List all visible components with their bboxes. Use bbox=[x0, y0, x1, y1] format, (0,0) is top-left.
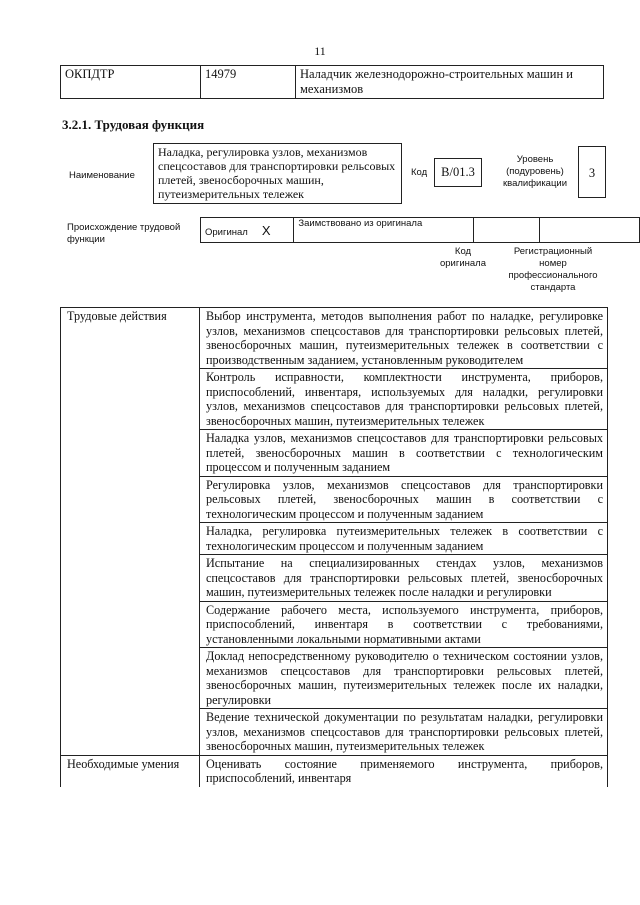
origin-row bbox=[201, 218, 640, 243]
table-row bbox=[61, 755, 608, 787]
origin-table bbox=[200, 217, 640, 243]
item-cell: Выбор инструмента, методов выполнения работ по наладке, регулировке узлов, механизмов спецсоставов для транспортировки рельсовых плетей, звеносборочных машин, путеизмерительных тележек в соответствии с производственным заданием, установленным руководителем bbox=[200, 308, 608, 369]
section-title: 3.2.1. Трудовая функция bbox=[62, 117, 205, 132]
item-cell: Наладка узлов, механизмов спецсоставов для транспортировки рельсовых плетей, звеносборочных машин в соответствии с технологическим процессом и полученным заданием bbox=[200, 430, 608, 477]
item-cell: Содержание рабочего места, используемого инструмента, приборов, приспособлений, инвентаря в соответствии с требованиями, установленными локальными нормативными актами bbox=[200, 601, 608, 648]
item-cell: Доклад непосредственному руководителю о техническом состоянии узлов, механизмов спецсоставов для транспортировки рельсовых плетей, звеносборочных машин, путеизмерительных тележек после их наладки, регулировки bbox=[200, 648, 608, 709]
labor-function-table bbox=[60, 307, 608, 787]
function-name: Наладка, регулировка узлов, механизмов спецсоставов для транспортировки рельсовых плетей, звеносборочных машин, путеизмерительных тележек bbox=[153, 143, 402, 204]
reg-number-cell bbox=[539, 218, 639, 243]
original-code-label: Код оригинала bbox=[439, 246, 486, 269]
function-code: B/01.3 bbox=[434, 158, 482, 187]
table-row bbox=[61, 308, 608, 369]
item-cell: Контроль исправности, комплектности инструмента, приборов, приспособлений, инвентаря, используемых для наладки, регулировки узлов, механизмов спецсоставов для транспортировки рельсовых плетей, звеносборочных машин, путеизмерительных тележек bbox=[200, 369, 608, 430]
item-cell: Оценивать состояние применяемого инструмента, приборов, приспособлений, инвентаря bbox=[200, 755, 608, 787]
occupation-row bbox=[61, 66, 604, 99]
occupation-name: Наладчик железнодорожно-строительных машин и механизмов bbox=[296, 66, 604, 99]
reg-number-label: Регистрационный номер профессионального стандарта bbox=[508, 246, 598, 293]
item-cell: Регулировка узлов, механизмов спецсоставов для транспортировки рельсовых плетей, звеносборочных машин в соответствии с технологическим процессом и полученным заданием bbox=[200, 476, 608, 523]
item-cell: Ведение технической документации по результатам наладки, регулировки узлов, механизмов спецсоставов для транспортировки рельсовых плетей, звеносборочных машин, путеизмерительных тележек bbox=[200, 709, 608, 756]
name-label: Наименование bbox=[69, 170, 135, 181]
item-cell: Наладка, регулировка путеизмерительных тележек в соответствии с технологическим процессом и полученным заданием bbox=[200, 523, 608, 555]
item-cell: Испытание на специализированных стендах узлов, механизмов спецсоставов для транспортировки рельсовых плетей, звеносборочных машин, путеизмерительных тележек после наладки и регулировки bbox=[200, 555, 608, 602]
okpdtr-label: ОКПДТР bbox=[61, 66, 201, 99]
okpdtr-code: 14979 bbox=[201, 66, 296, 99]
original-label: Оригинал bbox=[205, 226, 248, 238]
original-code-cell bbox=[474, 218, 539, 243]
origin-label: Происхождение трудовой функции bbox=[67, 222, 181, 245]
borrowed-cell: Заимствовано из оригинала bbox=[294, 218, 474, 243]
category-cell: Необходимые умения bbox=[61, 755, 200, 787]
original-cell bbox=[201, 218, 294, 243]
level-label: Уровень (подуровень) квалификации bbox=[502, 154, 568, 189]
page-number: 11 bbox=[314, 44, 326, 58]
category-cell: Трудовые действия bbox=[61, 308, 200, 756]
qualification-level: 3 bbox=[578, 146, 606, 198]
original-mark: X bbox=[261, 222, 271, 238]
code-label: Код bbox=[411, 167, 428, 178]
labor-function-body bbox=[61, 308, 608, 787]
occupation-header-table bbox=[60, 65, 604, 99]
